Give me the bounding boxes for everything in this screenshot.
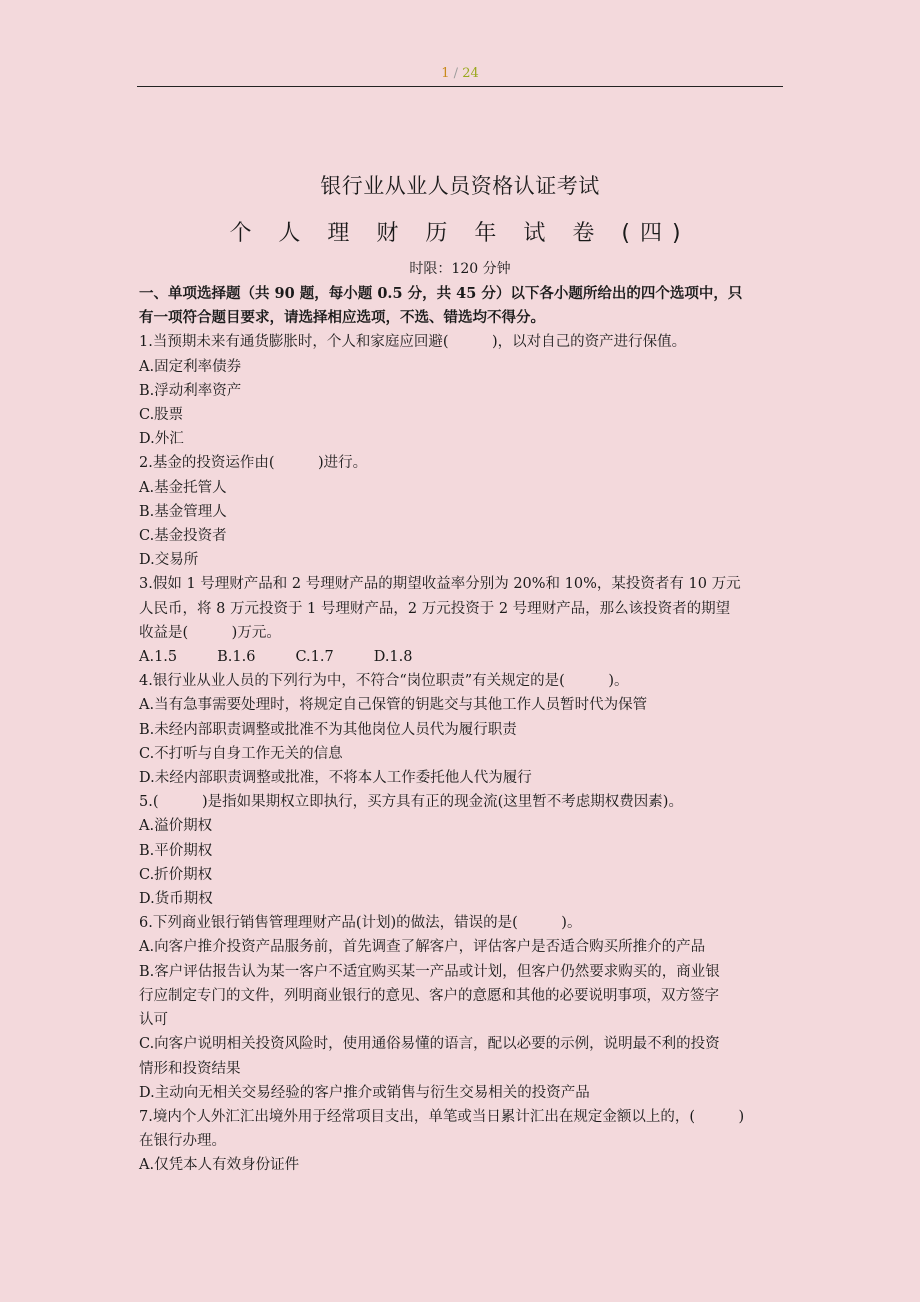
question-7-option-a: A.仅凭本人有效身份证件 <box>139 1157 300 1174</box>
question-2-option-d: D.交易所 <box>139 552 199 569</box>
question-3-stem-line2: 人民币，将 8 万元投资于 1 号理财产品，2 万元投资于 2 号理财产品，那么该投资者的期望 <box>139 600 731 617</box>
section-instructions-line1: 一、单项选择题（共 90 题，每小题 0.5 分，共 45 分）以下各小题所给出的四个选项中，只 <box>139 285 743 302</box>
page-current: 1 <box>441 66 450 81</box>
question-6-option-b-line3: 认可 <box>139 1012 168 1029</box>
question-3-stem-line1: 3.假如 1 号理财产品和 2 号理财产品的期望收益率分别为 20%和 10%，某投资者有 10 万元 <box>139 576 741 593</box>
page-total: 24 <box>462 66 479 81</box>
question-1-option-a: A.固定利率债券 <box>139 358 242 375</box>
question-2-option-b: B.基金管理人 <box>139 503 227 520</box>
question-6-option-b-line1: B.客户评估报告认为某一客户不适宜购买某一产品或计划，但客户仍然要求购买的，商业银 <box>139 963 720 980</box>
document-title: 银行业从业人员资格认证考试 <box>320 174 600 198</box>
question-7-stem-line2: 在银行办理。 <box>139 1133 226 1150</box>
question-4-option-a: A.当有急事需要处理时，将规定自己保管的钥匙交与其他工作人员暂时代为保管 <box>139 697 648 714</box>
exam-content <box>139 282 785 1178</box>
question-6-option-b-line2: 行应制定专门的文件，列明商业银行的意见、客户的意愿和其他的必要说明事项，双方签字 <box>139 987 719 1004</box>
question-6-option-c-line1: C.向客户说明相关投资风险时，使用通俗易懂的语言，配以必要的示例，说明最不利的投资 <box>139 1036 720 1053</box>
header-divider <box>137 86 783 87</box>
question-6-stem: 6.下列商业银行销售管理理财产品(计划)的做法，错误的是( )。 <box>139 915 582 932</box>
question-4-option-b: B.未经内部职责调整或批准不为其他岗位人员代为履行职责 <box>139 721 517 738</box>
question-4-option-d: D.未经内部职责调整或批准，不将本人工作委托他人代为履行 <box>139 770 532 787</box>
question-5-option-d: D.货币期权 <box>139 891 213 908</box>
question-5-stem: 5.( )是指如果期权立即执行，买方具有正的现金流(这里暂不考虑期权费因素)。 <box>139 794 683 811</box>
question-5-option-c: C.折价期权 <box>139 866 213 883</box>
section-instructions-line2: 有一项符合题目要求，请选择相应选项，不选、错选均不得分。 <box>139 309 545 327</box>
question-3-stem-line3: 收益是( )万元。 <box>139 624 281 641</box>
question-1-option-d: D.外汇 <box>139 431 184 448</box>
time-limit: 时限：120 分钟 <box>409 261 511 277</box>
question-4-option-c: C.不打听与自身工作无关的信息 <box>139 745 343 762</box>
question-5-option-b: B.平价期权 <box>139 842 213 859</box>
question-6-option-a: A.向客户推介投资产品服务前，首先调查了解客户，评估客户是否适合购买所推介的产品 <box>139 939 706 956</box>
question-1-option-c: C.股票 <box>139 407 184 424</box>
question-3-options <box>139 645 785 669</box>
question-4-stem: 4.银行业从业人员的下列行为中，不符合“岗位职责”有关规定的是( )。 <box>139 673 629 690</box>
question-7-stem-line1: 7.境内个人外汇汇出境外用于经常项目支出，单笔或当日累计汇出在规定金额以上的，( ) <box>139 1108 745 1125</box>
question-3-option-d: D.1.8 <box>373 649 413 666</box>
question-3-option-a: A.1.5 <box>139 649 178 666</box>
question-5-option-a: A.溢价期权 <box>139 818 213 835</box>
question-6-option-c-line2: 情形和投资结果 <box>139 1060 241 1077</box>
question-3-option-c: C.1.7 <box>295 649 334 666</box>
question-2-stem: 2.基金的投资运作由( )进行。 <box>139 455 368 472</box>
question-3-option-b: B.1.6 <box>217 649 256 666</box>
page-separator: / <box>449 66 463 81</box>
question-6-option-d: D.主动向无相关交易经验的客户推介或销售与衍生交易相关的投资产品 <box>139 1084 590 1101</box>
question-1-option-b: B.浮动利率资产 <box>139 382 242 399</box>
question-2-option-c: C.基金投资者 <box>139 528 227 545</box>
question-1-stem: 1.当预期未来有通货膨胀时，个人和家庭应回避( )，以对自己的资产进行保值。 <box>139 334 687 351</box>
document-subtitle: 个 人 理 财 历 年 试 卷 (四) <box>229 221 691 246</box>
page-number <box>137 66 783 81</box>
question-2-option-a: A.基金托管人 <box>139 479 227 496</box>
